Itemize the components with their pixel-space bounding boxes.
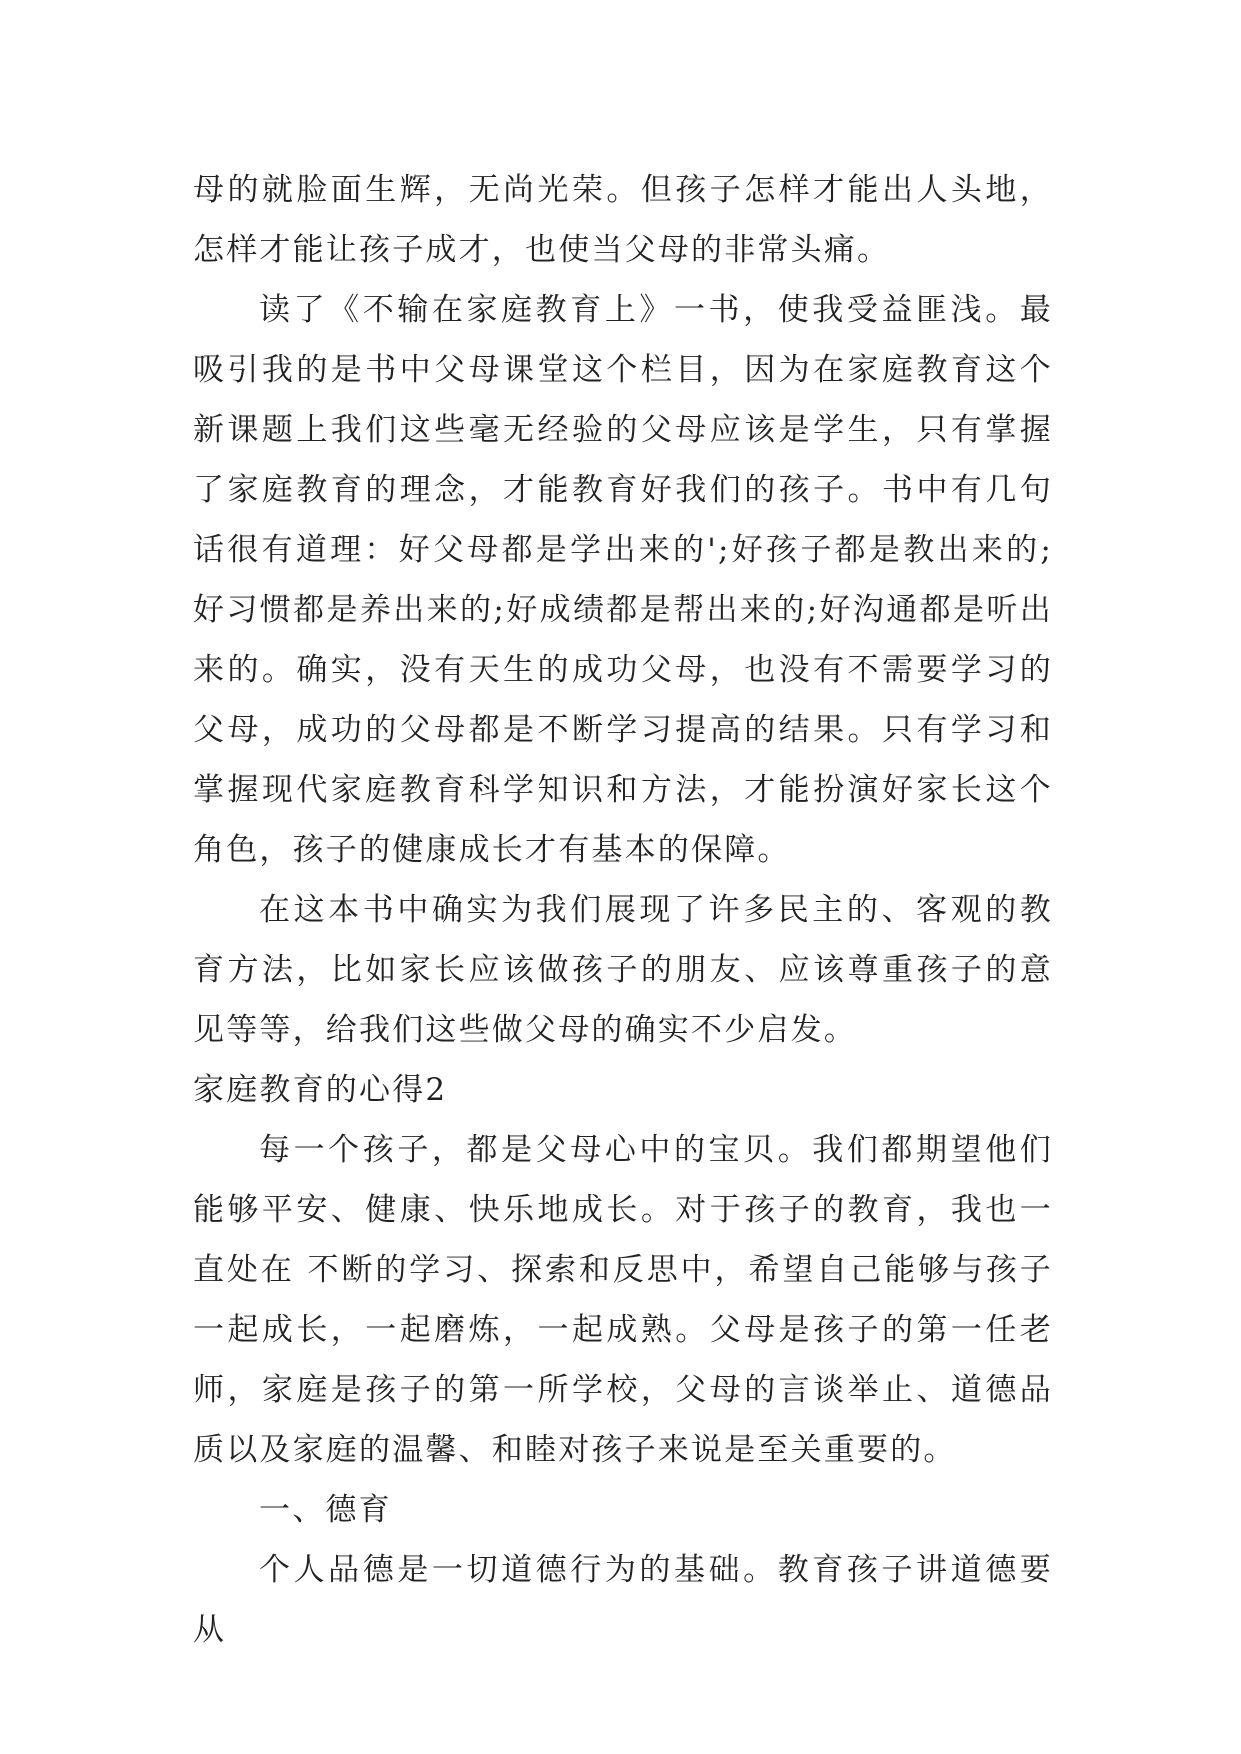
paragraph-5: 个人品德是一切道德行为的基础。教育孩子讲道德要从 [193, 1552, 1053, 1648]
document-page [193, 160, 1053, 1660]
paragraph-3: 在这本书中确实为我们展现了许多民主的、客观的教育方法，比如家长应该做孩子的朋友、应该尊重孩子的意见等等，给我们这些做父母的确实不少启发。 [193, 892, 1053, 1048]
paragraph-4: 每一个孩子，都是父母心中的宝贝。我们都期望他们能够平安、健康、快乐地成长。对于孩子的教育，我也一直处在 不断的学习、探索和反思中，希望自己能够与孩子一起成长，一起磨炼，一起成熟。父母是孩子的第一任老师，家庭是孩子的第一所学校，父母的言谈举止、道德品 质以及家庭的温馨、和睦对孩子来说是至关重要的。 [193, 1132, 1053, 1468]
section-title: 家庭教育的心得2 [193, 1072, 448, 1108]
subsection-title: 一、德育 [259, 1492, 392, 1528]
paragraph-1: 母的就脸面生辉，无尚光荣。但孩子怎样才能出人头地，怎样才能让孩子成才，也使当父母的非常头痛。 [193, 172, 1053, 268]
paragraph-2: 读了《不输在家庭教育上》一书，使我受益匪浅。最吸引我的是书中父母课堂这个栏目，因为在家庭教育这个新课题上我们这些毫无经验的父母应该是学生，只有掌握了家庭教育的理念，才能教育好我们的孩子。书中有几句话很有道理：好父母都是学出来的';好孩子都是教出来的;好习惯都是养出来的;好成绩都是帮出来的;好沟通都是听出来的。确实，没有天生的成功父母，也没有不需要学习的父母，成功的父母都是不断学习提高的结果。只有学习和掌握现代家庭教育科学知识和方法，才能扮演好家长这个角色，孩子的健康成长才有基本的保障。 [193, 292, 1053, 868]
